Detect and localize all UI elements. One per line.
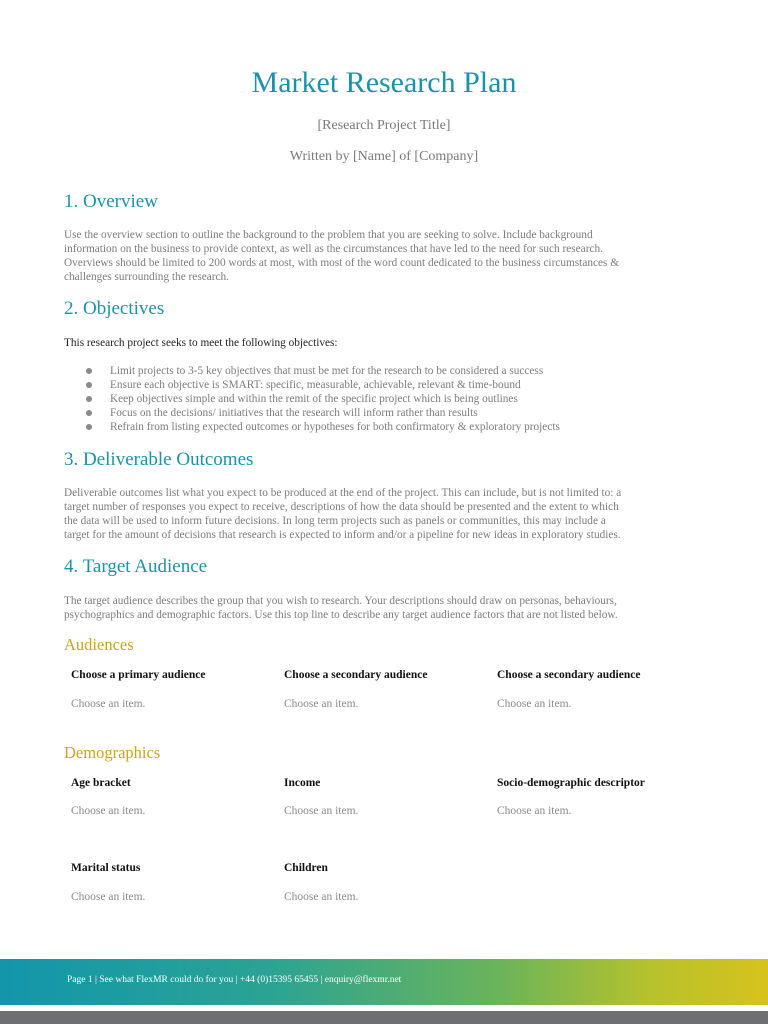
- page-footer: [0, 959, 768, 1005]
- tertiary-audience-label: Choose a secondary audience: [497, 669, 641, 681]
- deliverables-line: Deliverable outcomes list what you expect to be produced at the end of the project. This can include, but is not limited to: a: [64, 487, 622, 499]
- objectives-list: [86, 364, 560, 434]
- children-dropdown[interactable]: Choose an item.: [284, 891, 359, 903]
- objective-text: Keep objectives simple and within the remit of the specific project which is being outlines: [110, 393, 518, 405]
- tertiary-audience-dropdown[interactable]: Choose an item.: [497, 698, 572, 710]
- deliverables-line: target number of responses you expect to receive, descriptions of how the data should be presented and the extent to which: [64, 501, 619, 513]
- overview-line: Overviews should be limited to 200 words at most, with most of the word count dedicated to the business circumstances &: [64, 257, 620, 269]
- target-audience-line: psychographics and demographic factors. Use this top line to describe any target audience factors that are not listed below.: [64, 609, 618, 621]
- list-item: [86, 378, 560, 392]
- children-label: Children: [284, 862, 328, 874]
- secondary-audience-label: Choose a secondary audience: [284, 669, 428, 681]
- bullet-icon: [86, 396, 92, 402]
- target-audience-line: The target audience describes the group that you wish to research. Your descriptions should draw on personas, behaviours,: [64, 595, 617, 607]
- overview-heading: 1. Overview: [64, 191, 158, 212]
- objectives-intro: This research project seeks to meet the following objectives:: [64, 337, 338, 349]
- target-audience-heading: 4. Target Audience: [64, 556, 208, 577]
- age-bracket-dropdown[interactable]: Choose an item.: [71, 805, 146, 817]
- bullet-icon: [86, 424, 92, 430]
- objective-text: Ensure each objective is SMART: specific, measurable, achievable, relevant & time-bound: [110, 379, 521, 391]
- overview-text: [64, 228, 704, 284]
- objective-text: Refrain from listing expected outcomes or hypotheses for both confirmatory & exploratory projects: [110, 421, 560, 433]
- socio-demographic-label: Socio-demographic descriptor: [497, 777, 645, 789]
- project-title: [Research Project Title]: [317, 118, 451, 133]
- age-bracket-label: Age bracket: [71, 777, 131, 789]
- list-item: [86, 420, 560, 434]
- demographics-heading: Demographics: [64, 743, 161, 762]
- objective-text: Focus on the decisions/ initiatives that the research will inform rather than results: [110, 407, 478, 419]
- overview-line: information on the business to provide context, as well as the circumstances that have led to the need for such research.: [64, 243, 603, 255]
- primary-audience-label: Choose a primary audience: [71, 669, 206, 681]
- list-item: [86, 392, 560, 406]
- marital-status-label: Marital status: [71, 862, 141, 874]
- target-audience-text: [64, 594, 704, 622]
- bullet-icon: [86, 382, 92, 388]
- bullet-icon: [86, 368, 92, 374]
- document-title: Market Research Plan: [251, 66, 517, 99]
- objective-text: Limit projects to 3-5 key objectives that must be met for the research to be considered a success: [110, 365, 544, 377]
- deliverables-heading: 3. Deliverable Outcomes: [64, 449, 254, 470]
- deliverables-text: [64, 486, 704, 542]
- footer-text: Page 1 | See what FlexMR could do for you | +44 (0)15395 65455 | enquiry@flexmr.net: [67, 975, 402, 985]
- objectives-heading: 2. Objectives: [64, 298, 165, 319]
- audiences-heading: Audiences: [64, 635, 134, 654]
- income-dropdown[interactable]: Choose an item.: [284, 805, 359, 817]
- income-label: Income: [284, 777, 321, 789]
- deliverables-line: the data will be used to inform future decisions. In long term projects such as panels or communities, this may include a: [64, 515, 606, 527]
- byline: Written by [Name] of [Company]: [289, 149, 479, 164]
- socio-demographic-dropdown[interactable]: Choose an item.: [497, 805, 572, 817]
- deliverables-line: target for the amount of decisions that research is expected to inform and/or a pipeline for new ideas in exploratory studies.: [64, 529, 621, 541]
- overview-line: Use the overview section to outline the background to the problem that you are seeking to solve. Include background: [64, 229, 593, 241]
- list-item: [86, 364, 560, 378]
- bottom-bar: [0, 1011, 768, 1024]
- primary-audience-dropdown[interactable]: Choose an item.: [71, 698, 146, 710]
- list-item: [86, 406, 560, 420]
- secondary-audience-dropdown[interactable]: Choose an item.: [284, 698, 359, 710]
- marital-status-dropdown[interactable]: Choose an item.: [71, 891, 146, 903]
- overview-line: challenges surrounding the research.: [64, 271, 229, 283]
- bullet-icon: [86, 410, 92, 416]
